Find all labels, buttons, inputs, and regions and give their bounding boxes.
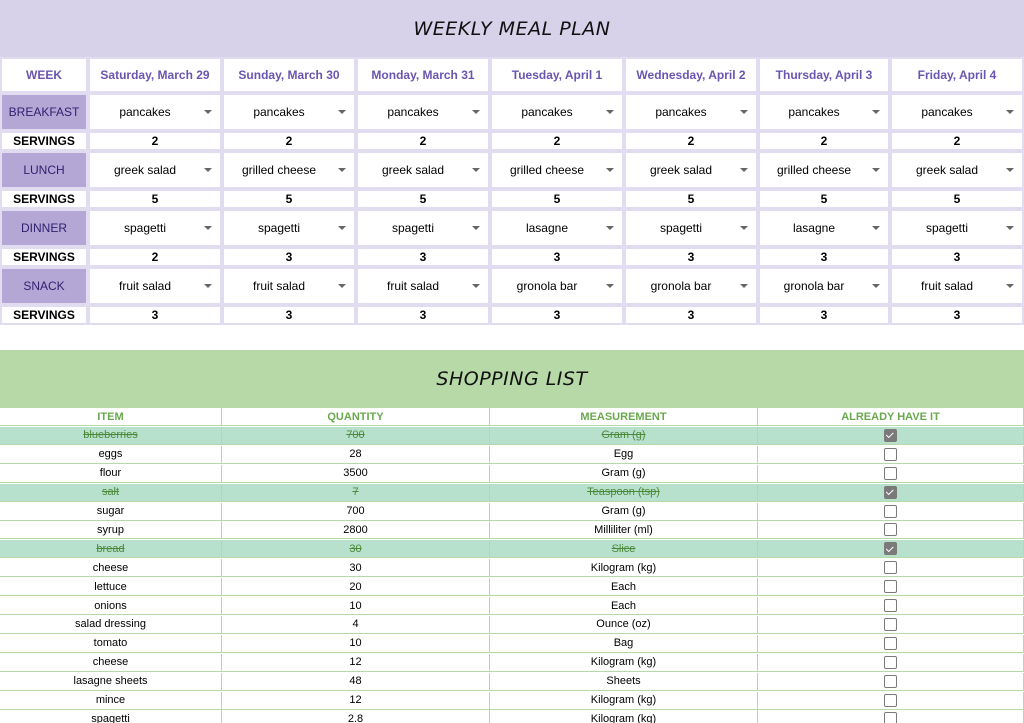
- table-row: [0, 597, 1024, 615]
- servings-label: SERVINGS: [0, 189, 88, 209]
- meal-dropdown-value: lasagne: [792, 221, 836, 235]
- servings-value[interactable]: 5: [758, 189, 890, 209]
- already-have-cell: [758, 578, 1024, 596]
- chevron-down-icon[interactable]: [740, 110, 748, 114]
- checkbox-icon[interactable]: [884, 618, 897, 631]
- servings-value[interactable]: 2: [624, 131, 758, 151]
- servings-value[interactable]: 3: [624, 305, 758, 325]
- item-cell[interactable]: cheese: [0, 559, 222, 577]
- meal-dropdown[interactable]: [356, 151, 490, 189]
- servings-value[interactable]: 3: [490, 247, 624, 267]
- meal-dropdown[interactable]: [890, 93, 1024, 131]
- checkbox-icon[interactable]: [884, 429, 897, 442]
- shopping-list-title-band: [0, 350, 1024, 408]
- servings-value[interactable]: 3: [624, 247, 758, 267]
- quantity-header: QUANTITY: [222, 408, 490, 426]
- meal-dropdown[interactable]: [222, 151, 356, 189]
- table-row: [0, 635, 1024, 653]
- item-cell[interactable]: bread: [0, 540, 222, 558]
- meal-dropdown-value: greek salad: [649, 163, 713, 177]
- day-header: Thursday, April 3: [758, 57, 890, 93]
- measurement-cell[interactable]: Kilogram (kg): [490, 559, 758, 577]
- chevron-down-icon[interactable]: [204, 284, 212, 288]
- table-row: [0, 427, 1024, 445]
- measurement-cell[interactable]: Ounce (oz): [490, 616, 758, 634]
- meal-dropdown-value: fruit salad: [920, 279, 974, 293]
- measurement-cell[interactable]: Kilogram (kg): [490, 692, 758, 710]
- meal-dropdown-value: gronola bar: [783, 279, 845, 293]
- chevron-down-icon[interactable]: [740, 168, 748, 172]
- meal-dropdown[interactable]: [356, 267, 490, 305]
- checkbox-icon[interactable]: [884, 580, 897, 593]
- table-row: [0, 446, 1024, 464]
- checkbox-icon[interactable]: [884, 694, 897, 707]
- servings-value[interactable]: 5: [490, 189, 624, 209]
- meal-dropdown[interactable]: [88, 267, 222, 305]
- servings-value[interactable]: 2: [88, 247, 222, 267]
- already-have-cell: [758, 559, 1024, 577]
- table-row: [0, 654, 1024, 672]
- checkbox-icon[interactable]: [884, 561, 897, 574]
- servings-value[interactable]: 5: [222, 189, 356, 209]
- servings-value[interactable]: 2: [490, 131, 624, 151]
- measurement-cell[interactable]: Slice: [490, 540, 758, 558]
- meal-plan-title-band: [0, 0, 1024, 57]
- chevron-down-icon[interactable]: [338, 110, 346, 114]
- measurement-cell[interactable]: Milliliter (ml): [490, 521, 758, 539]
- meal-dropdown-value: pancakes: [119, 105, 171, 119]
- checkbox-icon[interactable]: [884, 712, 897, 723]
- measurement-header: MEASUREMENT: [490, 408, 758, 426]
- meal-dropdown-value: spagetti: [257, 221, 301, 235]
- measurement-cell[interactable]: Gram (g): [490, 427, 758, 445]
- checkbox-icon[interactable]: [884, 505, 897, 518]
- meal-dropdown-value: pancakes: [921, 105, 973, 119]
- quantity-cell[interactable]: 4: [222, 616, 490, 634]
- servings-label: SERVINGS: [0, 305, 88, 325]
- checkbox-icon[interactable]: [884, 523, 897, 536]
- servings-value[interactable]: 3: [222, 305, 356, 325]
- measurement-cell[interactable]: Kilogram (kg): [490, 710, 758, 723]
- chevron-down-icon[interactable]: [606, 168, 614, 172]
- servings-value[interactable]: 5: [88, 189, 222, 209]
- quantity-cell[interactable]: 12: [222, 654, 490, 672]
- meal-dropdown[interactable]: [624, 151, 758, 189]
- chevron-down-icon[interactable]: [1006, 110, 1014, 114]
- meal-plan-title: WEEKLY MEAL PLAN: [413, 17, 611, 40]
- item-cell[interactable]: mince: [0, 692, 222, 710]
- meal-dropdown[interactable]: [356, 209, 490, 247]
- shopping-list-header-row: [0, 408, 1024, 426]
- meal-dropdown[interactable]: [758, 93, 890, 131]
- week-header: WEEK: [0, 57, 88, 93]
- servings-value[interactable]: 3: [758, 305, 890, 325]
- measurement-cell[interactable]: Gram (g): [490, 503, 758, 521]
- servings-value[interactable]: 3: [88, 305, 222, 325]
- table-row: [0, 578, 1024, 596]
- already-have-cell: [758, 616, 1024, 634]
- meal-label-dinner: DINNER: [0, 209, 88, 247]
- day-header: Sunday, March 30: [222, 57, 356, 93]
- day-header: Monday, March 31: [356, 57, 490, 93]
- meal-dropdown-value: pancakes: [521, 105, 573, 119]
- item-cell[interactable]: tomato: [0, 635, 222, 653]
- chevron-down-icon[interactable]: [204, 110, 212, 114]
- meal-dropdown-value: pancakes: [655, 105, 707, 119]
- servings-label: SERVINGS: [0, 247, 88, 267]
- already-have-cell: [758, 465, 1024, 483]
- meal-dropdown[interactable]: [624, 267, 758, 305]
- meal-dropdown-value: fruit salad: [252, 279, 306, 293]
- quantity-cell[interactable]: 28: [222, 446, 490, 464]
- item-cell[interactable]: salad dressing: [0, 616, 222, 634]
- item-cell[interactable]: eggs: [0, 446, 222, 464]
- quantity-cell[interactable]: 2.8: [222, 710, 490, 723]
- chevron-down-icon[interactable]: [740, 226, 748, 230]
- day-header: Friday, April 4: [890, 57, 1024, 93]
- meal-dropdown[interactable]: [624, 93, 758, 131]
- item-cell[interactable]: onions: [0, 597, 222, 615]
- table-row: [0, 540, 1024, 558]
- chevron-down-icon[interactable]: [472, 110, 480, 114]
- meal-dropdown-value: grilled cheese: [509, 163, 585, 177]
- servings-value[interactable]: 5: [356, 189, 490, 209]
- servings-value[interactable]: 5: [890, 189, 1024, 209]
- meal-dropdown[interactable]: [758, 151, 890, 189]
- already-have-cell: [758, 597, 1024, 615]
- chevron-down-icon[interactable]: [338, 168, 346, 172]
- already-have-cell: [758, 673, 1024, 691]
- chevron-down-icon[interactable]: [606, 284, 614, 288]
- table-row: [0, 521, 1024, 539]
- meal-dropdown[interactable]: [222, 267, 356, 305]
- already-have-cell: [758, 503, 1024, 521]
- item-cell[interactable]: cheese: [0, 654, 222, 672]
- checkbox-icon[interactable]: [884, 656, 897, 669]
- item-cell[interactable]: syrup: [0, 521, 222, 539]
- meal-dropdown[interactable]: [890, 267, 1024, 305]
- meal-dropdown-value: fruit salad: [386, 279, 440, 293]
- quantity-cell[interactable]: 30: [222, 559, 490, 577]
- measurement-cell[interactable]: Gram (g): [490, 465, 758, 483]
- checkbox-icon[interactable]: [884, 486, 897, 499]
- checkbox-icon[interactable]: [884, 599, 897, 612]
- servings-value[interactable]: 5: [624, 189, 758, 209]
- day-header: Wednesday, April 2: [624, 57, 758, 93]
- meal-dropdown[interactable]: [758, 209, 890, 247]
- meal-dropdown[interactable]: [88, 151, 222, 189]
- servings-value[interactable]: 2: [890, 131, 1024, 151]
- servings-value[interactable]: 2: [758, 131, 890, 151]
- servings-value[interactable]: 3: [490, 305, 624, 325]
- servings-value[interactable]: 2: [222, 131, 356, 151]
- meal-dropdown-value: spagetti: [925, 221, 969, 235]
- quantity-cell[interactable]: 10: [222, 597, 490, 615]
- servings-value[interactable]: 3: [758, 247, 890, 267]
- meal-label-breakfast: BREAKFAST: [0, 93, 88, 131]
- measurement-cell[interactable]: Teaspoon (tsp): [490, 484, 758, 502]
- item-cell[interactable]: spagetti: [0, 710, 222, 723]
- chevron-down-icon[interactable]: [472, 284, 480, 288]
- meal-dropdown-value: greek salad: [915, 163, 979, 177]
- already-have-cell: [758, 484, 1024, 502]
- meal-dropdown[interactable]: [490, 93, 624, 131]
- item-cell[interactable]: lasagne sheets: [0, 673, 222, 691]
- meal-dropdown[interactable]: [222, 209, 356, 247]
- meal-dropdown-value: pancakes: [253, 105, 305, 119]
- measurement-cell[interactable]: Bag: [490, 635, 758, 653]
- quantity-cell[interactable]: 700: [222, 427, 490, 445]
- quantity-cell[interactable]: 2800: [222, 521, 490, 539]
- servings-label: SERVINGS: [0, 131, 88, 151]
- meal-dropdown[interactable]: [758, 267, 890, 305]
- measurement-cell[interactable]: Each: [490, 578, 758, 596]
- shopping-list-title: SHOPPING LIST: [436, 368, 588, 390]
- quantity-cell[interactable]: 12: [222, 692, 490, 710]
- meal-dropdown[interactable]: [356, 93, 490, 131]
- measurement-cell[interactable]: Egg: [490, 446, 758, 464]
- servings-value[interactable]: 3: [356, 305, 490, 325]
- meal-dropdown-value: greek salad: [113, 163, 177, 177]
- servings-value[interactable]: 3: [222, 247, 356, 267]
- checkbox-icon[interactable]: [884, 637, 897, 650]
- meal-dropdown[interactable]: [490, 151, 624, 189]
- meal-dropdown-value: pancakes: [387, 105, 439, 119]
- meal-dropdown-value: grilled cheese: [241, 163, 317, 177]
- chevron-down-icon[interactable]: [606, 110, 614, 114]
- already-have-cell: [758, 635, 1024, 653]
- item-cell[interactable]: salt: [0, 484, 222, 502]
- checkbox-icon[interactable]: [884, 675, 897, 688]
- quantity-cell[interactable]: 3500: [222, 465, 490, 483]
- quantity-cell[interactable]: 48: [222, 673, 490, 691]
- meal-dropdown-value: fruit salad: [118, 279, 172, 293]
- item-cell[interactable]: blueberries: [0, 427, 222, 445]
- meal-dropdown-value: gronola bar: [516, 279, 578, 293]
- servings-value[interactable]: 2: [356, 131, 490, 151]
- servings-value[interactable]: 3: [356, 247, 490, 267]
- meal-dropdown-value: greek salad: [381, 163, 445, 177]
- measurement-cell[interactable]: Each: [490, 597, 758, 615]
- chevron-down-icon[interactable]: [472, 226, 480, 230]
- table-row: [0, 559, 1024, 577]
- chevron-down-icon[interactable]: [872, 284, 880, 288]
- meal-dropdown-value: pancakes: [788, 105, 840, 119]
- day-header: Saturday, March 29: [88, 57, 222, 93]
- meal-dropdown-value: lasagne: [525, 221, 569, 235]
- meal-dropdown[interactable]: [88, 209, 222, 247]
- table-row: [0, 616, 1024, 634]
- meal-dropdown-value: spagetti: [659, 221, 703, 235]
- table-row: [0, 503, 1024, 521]
- meal-dropdown[interactable]: [890, 209, 1024, 247]
- chevron-down-icon[interactable]: [1006, 226, 1014, 230]
- already-have-cell: [758, 692, 1024, 710]
- measurement-cell[interactable]: Sheets: [490, 673, 758, 691]
- already-have-cell: [758, 521, 1024, 539]
- checkbox-icon[interactable]: [884, 542, 897, 555]
- chevron-down-icon[interactable]: [338, 226, 346, 230]
- meal-dropdown-value: gronola bar: [650, 279, 712, 293]
- measurement-cell[interactable]: Kilogram (kg): [490, 654, 758, 672]
- servings-value[interactable]: 2: [88, 131, 222, 151]
- already-have-cell: [758, 427, 1024, 445]
- chevron-down-icon[interactable]: [204, 226, 212, 230]
- chevron-down-icon[interactable]: [872, 110, 880, 114]
- chevron-down-icon[interactable]: [872, 226, 880, 230]
- chevron-down-icon[interactable]: [1006, 284, 1014, 288]
- already-have-header: ALREADY HAVE IT: [758, 408, 1024, 426]
- quantity-cell[interactable]: 10: [222, 635, 490, 653]
- chevron-down-icon[interactable]: [872, 168, 880, 172]
- table-row: [0, 484, 1024, 502]
- item-cell[interactable]: sugar: [0, 503, 222, 521]
- quantity-cell[interactable]: 700: [222, 503, 490, 521]
- chevron-down-icon[interactable]: [606, 226, 614, 230]
- table-row: [0, 673, 1024, 691]
- already-have-cell: [758, 446, 1024, 464]
- meal-dropdown[interactable]: [890, 151, 1024, 189]
- already-have-cell: [758, 540, 1024, 558]
- chevron-down-icon[interactable]: [472, 168, 480, 172]
- meal-dropdown-value: spagetti: [123, 221, 167, 235]
- item-cell[interactable]: flour: [0, 465, 222, 483]
- chevron-down-icon[interactable]: [740, 284, 748, 288]
- servings-value[interactable]: 3: [890, 247, 1024, 267]
- quantity-cell[interactable]: 30: [222, 540, 490, 558]
- quantity-cell[interactable]: 20: [222, 578, 490, 596]
- already-have-cell: [758, 654, 1024, 672]
- servings-value[interactable]: 3: [890, 305, 1024, 325]
- meal-label-lunch: LUNCH: [0, 151, 88, 189]
- meal-dropdown[interactable]: [490, 209, 624, 247]
- table-row: [0, 710, 1024, 723]
- meal-dropdown[interactable]: [88, 93, 222, 131]
- chevron-down-icon[interactable]: [1006, 168, 1014, 172]
- meal-dropdown[interactable]: [222, 93, 356, 131]
- table-row: [0, 692, 1024, 710]
- chevron-down-icon[interactable]: [338, 284, 346, 288]
- meal-dropdown[interactable]: [490, 267, 624, 305]
- item-header: ITEM: [0, 408, 222, 426]
- meal-dropdown-value: spagetti: [391, 221, 435, 235]
- quantity-cell[interactable]: 7: [222, 484, 490, 502]
- checkbox-icon[interactable]: [884, 467, 897, 480]
- item-cell[interactable]: lettuce: [0, 578, 222, 596]
- table-row: [0, 465, 1024, 483]
- chevron-down-icon[interactable]: [204, 168, 212, 172]
- meal-label-snack: SNACK: [0, 267, 88, 305]
- meal-dropdown[interactable]: [624, 209, 758, 247]
- checkbox-icon[interactable]: [884, 448, 897, 461]
- day-header: Tuesday, April 1: [490, 57, 624, 93]
- meal-dropdown-value: grilled cheese: [776, 163, 852, 177]
- already-have-cell: [758, 710, 1024, 723]
